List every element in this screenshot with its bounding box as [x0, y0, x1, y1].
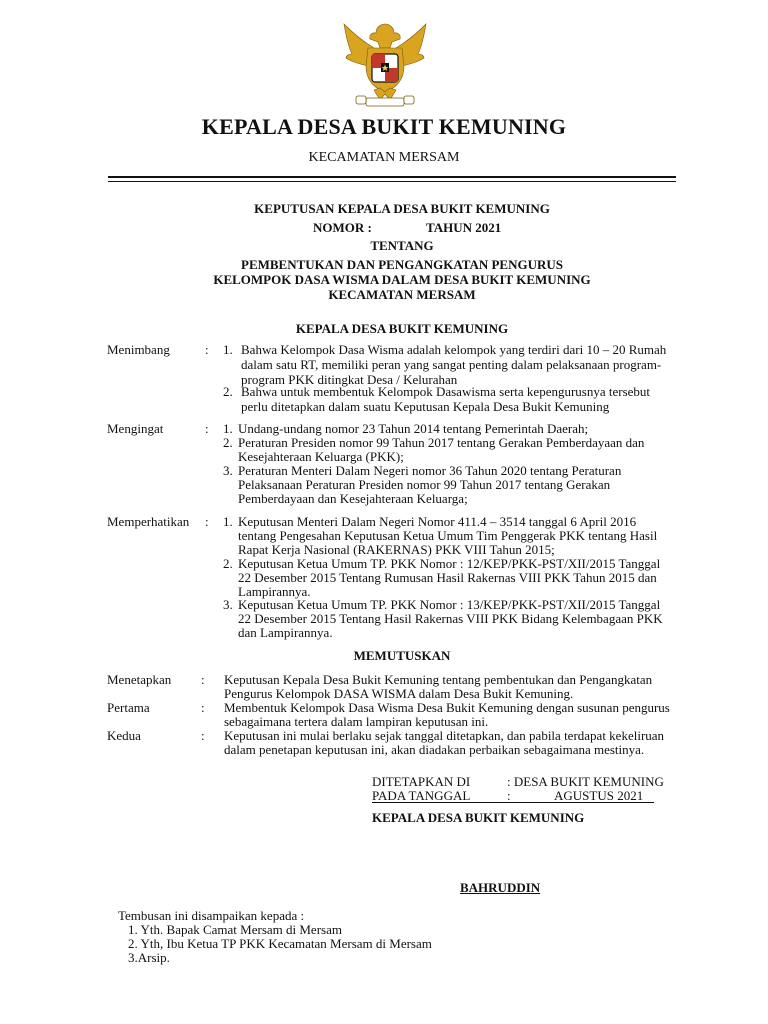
- list-item-line: dan Lampirannya.: [238, 625, 333, 640]
- item-number: 2.: [223, 556, 233, 571]
- section-label-menimbang: Menimbang: [107, 342, 170, 357]
- item-number: 1.: [223, 421, 233, 436]
- section-colon: :: [205, 421, 209, 436]
- section-label-memperhatikan: Memperhatikan: [107, 514, 190, 529]
- section-colon: :: [201, 700, 205, 715]
- copy-recipient: 3.Arsip.: [128, 950, 170, 965]
- list-item-line: Peraturan Presiden nomor 99 Tahun 2017 tentang Gerakan Pemberdayaan dan: [238, 435, 645, 450]
- signature-date-value: AGUSTUS 2021: [554, 788, 644, 803]
- copy-recipient: 1. Yth. Bapak Camat Mersam di Mersam: [128, 922, 342, 937]
- garuda-emblem-icon: [338, 18, 432, 110]
- list-item-line: Pemberdayaan dan Kesejahteraan Keluarga;: [238, 491, 468, 506]
- signature-rule: [372, 802, 654, 803]
- list-item-line: Bahwa Kelompok Dasa Wisma adalah kelompok yang terdiri dari 10 – 20 Rumah: [241, 342, 667, 357]
- signature-place-value: : DESA BUKIT KEMUNING: [507, 774, 664, 789]
- section-colon: :: [201, 728, 205, 743]
- list-item-line: Keputusan Ketua Umum TP. PKK Nomor : 12/KEP/PKK-PST/XII/2015 Tanggal: [238, 556, 661, 571]
- decision-line: sebagaimana tertera dalam lampiran keputusan ini.: [224, 714, 489, 729]
- decree-title: KEPUTUSAN KEPALA DESA BUKIT KEMUNING: [254, 201, 550, 216]
- list-item-line: dalam satu RT, memiliki peran yang sangat penting dalam pelaksanaan program-: [241, 357, 662, 372]
- decree-year: TAHUN 2021: [426, 220, 502, 235]
- list-item-line: Rapat Kerja Nasional (RAKERNAS) PKK VIII Tahun 2015;: [238, 542, 555, 557]
- item-number: 2.: [223, 435, 233, 450]
- section-label-pertama: Pertama: [107, 700, 150, 715]
- decision-line: Keputusan Kepala Desa Bukit Kemuning tentang pembentukan dan Pengangkatan: [224, 672, 653, 687]
- list-item-line: Lampirannya.: [238, 584, 311, 599]
- copy-recipient: 2. Yth, Ibu Ketua TP PKK Kecamatan Mersam di Mersam: [128, 936, 432, 951]
- section-colon: :: [205, 342, 209, 357]
- decree-tentang: TENTANG: [370, 238, 434, 253]
- list-item-line: Pelaksanaan Peraturan Presiden nomor 99 Tahun 2017 tentang Gerakan: [238, 477, 611, 492]
- item-number: 2.: [223, 384, 233, 399]
- list-item-line: Undang-undang nomor 23 Tahun 2014 tentang Pemerintah Daerah;: [238, 421, 589, 436]
- section-colon: :: [205, 514, 209, 529]
- list-item-line: Keputusan Menteri Dalam Negeri Nomor 411.4 – 3514 tanggal 6 April 2016: [238, 514, 637, 529]
- list-item-line: tentang Pengesahan Keputusan Ketua Umum Tim Penggerak PKK tentang Hasil: [238, 528, 658, 543]
- list-item-line: perlu ditetapkan dalam suatu Keputusan Kepala Desa Bukit Kemuning: [241, 399, 610, 414]
- decree-subject-line: PEMBENTUKAN DAN PENGANGKATAN PENGURUS: [241, 257, 563, 272]
- list-item-line: 22 Desember 2015 Tentang Hasil Rakernas VIII PKK Bidang Kelembagaan PKK: [238, 611, 663, 626]
- decision-line: dalam penetapan keputusan ini, akan diadakan perbaikan sebagaimana mestinya.: [224, 742, 645, 757]
- decision-line: Keputusan ini mulai berlaku sejak tanggal ditetapkan, dan pabila terdapat kekeliruan: [224, 728, 665, 743]
- item-number: 3.: [223, 463, 233, 478]
- decree-subject-line: KELOMPOK DASA WISMA DALAM DESA BUKIT KEMUNING: [213, 272, 591, 287]
- signature-date-label: PADA TANGGAL: [372, 788, 471, 803]
- section-label-kedua: Kedua: [107, 728, 141, 743]
- decision-heading: MEMUTUSKAN: [353, 648, 451, 663]
- list-item-line: Peraturan Menteri Dalam Negeri nomor 36 Tahun 2020 tentang Peraturan: [238, 463, 622, 478]
- signature-title: KEPALA DESA BUKIT KEMUNING: [372, 810, 585, 825]
- document-title: KEPALA DESA BUKIT KEMUNING: [201, 114, 567, 139]
- signature-place-label: DITETAPKAN DI: [372, 774, 471, 789]
- decree-subject-line: KECAMATAN MERSAM: [328, 287, 476, 302]
- list-item-line: Keputusan Ketua Umum TP. PKK Nomor : 13/KEP/PKK-PST/XII/2015 Tanggal: [238, 597, 661, 612]
- list-item-line: Bahwa untuk membentuk Kelompok Dasawisma serta kepengurusnya tersebut: [241, 384, 651, 399]
- decree-number-label: NOMOR :: [313, 220, 372, 235]
- section-label-mengingat: Mengingat: [107, 421, 164, 436]
- document-subtitle: KECAMATAN MERSAM: [308, 150, 460, 165]
- section-colon: :: [201, 672, 205, 687]
- decree-authority: KEPALA DESA BUKIT KEMUNING: [295, 321, 509, 336]
- signatory-name: BAHRUDDIN: [460, 880, 541, 895]
- section-label-menetapkan: Menetapkan: [107, 672, 172, 687]
- decision-line: Membentuk Kelompok Dasa Wisma Desa Bukit Kemuning dengan susunan pengurus: [224, 700, 670, 715]
- decision-line: Pengurus Kelompok DASA WISMA dalam Desa Bukit Kemuning.: [224, 686, 574, 701]
- item-number: 1.: [223, 342, 233, 357]
- list-item-line: 22 Desember 2015 Tentang Rumusan Hasil Rakernas VIII PKK Tahun 2015 dan: [238, 570, 657, 585]
- signature-date-colon: :: [507, 788, 511, 803]
- header-rule-thin: [108, 181, 676, 182]
- item-number: 1.: [223, 514, 233, 529]
- list-item-line: Kesejahteraan Keluarga (PKK);: [238, 449, 404, 464]
- copy-intro: Tembusan ini disampaikan kepada :: [118, 908, 305, 923]
- header-rule-thick: [108, 176, 676, 178]
- list-item-line: program PKK ditingkat Desa / Kelurahan: [241, 372, 458, 387]
- item-number: 3.: [223, 597, 233, 612]
